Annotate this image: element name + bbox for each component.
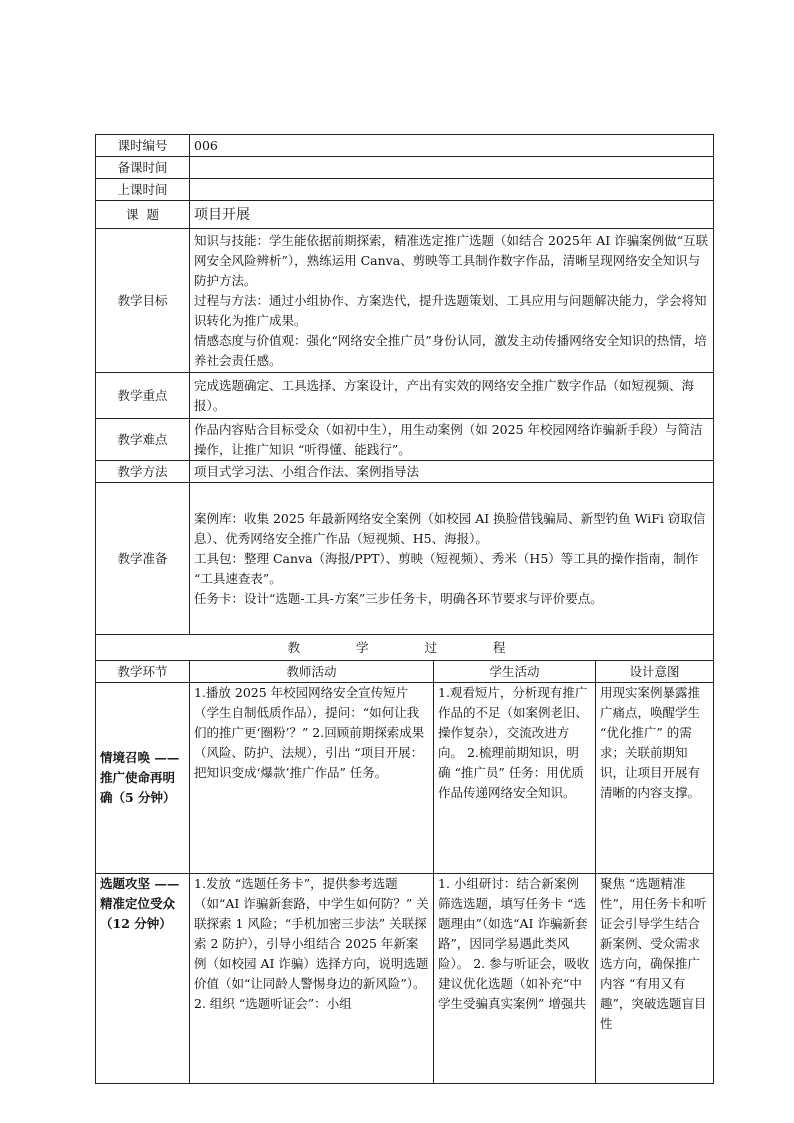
row-difficulties <box>96 419 714 461</box>
process-title: 教 学 过 程 <box>96 635 714 661</box>
key-points-label: 教学重点 <box>96 373 190 419</box>
teacher-activity <box>190 683 434 874</box>
row-key-points <box>96 373 714 419</box>
row-topic <box>96 201 714 229</box>
key-points-value: 完成选题确定、工具选择、方案设计，产出有实效的网络安全推广数字作品（如短视频、海报）。 <box>190 373 714 419</box>
process-title-row <box>96 635 714 661</box>
topic-label: 课 题 <box>96 201 190 229</box>
goal-attitude: 情感态度与价值观：强化“网络安全推广员”身份认同，激发主动传播网络安全知识的热情，培养社会责任感。 <box>194 332 707 368</box>
design-intent <box>596 683 714 874</box>
goals-label: 教学目标 <box>96 229 190 373</box>
teaching-process-table <box>95 634 714 1084</box>
process-row <box>96 683 714 874</box>
row-goals <box>96 229 714 373</box>
prep-case-library: 案例库：收集 2025 年最新网络安全案例（如校园 AI 换脸借钱骗局、新型钓鱼 WiFi 窃取信息）、优秀网络安全推广作品（短视频、H5、海报）。 <box>194 510 706 546</box>
topic-value: 项目开展 <box>190 201 714 229</box>
goal-process: 过程与方法：通过小组协作、方案迭代，提升选题策划、工具应用与问题解决能力，学会将知识转化为推广成果。 <box>194 292 707 328</box>
student-activity-text: 1.观看短片，分析现有推广作品的不足（如案例老旧、操作复杂），交流改进方向。 2.梳理前期知识，明确 “推广员” 任务：用优质作品传递网络安全知识。 <box>438 685 589 800</box>
goal-knowledge: 知识与技能：学生能依据前期探索，精准选定推广选题（如结合 2025年 AI 诈骗案例做“互联网安全风险辨析”），熟练运用 Canva、剪映等工具制作数字作品，清晰呈现网络安全知识与防护方法。 <box>194 232 709 288</box>
difficulties-value: 作品内容贴合目标受众（如初中生），用生动案例（如 2025 年校园网络诈骗新手段）与简洁操作，让推广知识 “听得懂、能践行”。 <box>190 419 714 461</box>
lesson-info-table <box>95 134 714 635</box>
prep-toolkit: 工具包：整理 Canva（海报/PPT）、剪映（短视频）、秀米（H5）等工具的操作指南，制作 “工具速查表”。 <box>194 550 699 586</box>
lesson-code-label: 课时编号 <box>96 135 190 157</box>
preparation-content <box>190 483 714 635</box>
methods-value: 项目式学习法、小组合作法、案例指导法 <box>190 461 714 483</box>
header-student: 学生活动 <box>434 661 596 683</box>
prep-task-card: 任务卡：设计“选题-工具-方案”三步任务卡，明确各环节要求与评价要点。 <box>194 590 603 606</box>
student-activity <box>434 874 596 1084</box>
student-activity <box>434 683 596 874</box>
design-intent-text: 聚焦 “选题精准性”，用任务卡和听证会引导学生结合新案例、受众需求选方向，确保推广内容 “有用又有趣”，突破选题盲目性 <box>600 876 707 1031</box>
class-time-value <box>190 179 714 201</box>
header-teacher: 教师活动 <box>190 661 434 683</box>
stage-name: 情境召唤 —— 推广使命再明确（5 分钟） <box>96 683 190 874</box>
student-activity-text: 1. 小组研讨：结合新案例筛选选题，填写任务卡 “选题理由”（如选“AI 诈骗新套路”，因同学易遇此类风险）。 2. 参与听证会，吸收建议优化选题（如补充“中学生受骗真实案例” 增强共 <box>438 876 590 1011</box>
teacher-activity <box>190 874 434 1084</box>
methods-label: 教学方法 <box>96 461 190 483</box>
prep-time-label: 备课时间 <box>96 157 190 179</box>
process-header-row <box>96 661 714 683</box>
header-intent: 设计意图 <box>596 661 714 683</box>
row-methods <box>96 461 714 483</box>
goals-content <box>190 229 714 373</box>
design-intent-text: 用现实案例暴露推广痛点，唤醒学生 “优化推广” 的需求；关联前期知识，让项目开展有清晰的内容支撑。 <box>600 685 701 800</box>
row-preparation <box>96 483 714 635</box>
teacher-activity-text: 1.发放 “选题任务卡”，提供参考选题（如“AI 诈骗新套路，中学生如何防？” 关联探索 1 风险；“手机加密三步法” 关联探索 2 防护），引导小组结合 2025 年新案例（如校园 AI 诈骗）选择方向，说明选题价值（如“让同龄人警惕身边的新风险”）。 2. 组织 “选题听证会”：小组 <box>194 876 429 1011</box>
lesson-code-value: 006 <box>190 135 714 157</box>
class-time-label: 上课时间 <box>96 179 190 201</box>
difficulties-label: 教学难点 <box>96 419 190 461</box>
row-prep-time <box>96 157 714 179</box>
preparation-label: 教学准备 <box>96 483 190 635</box>
lesson-plan <box>95 134 713 1084</box>
prep-time-value <box>190 157 714 179</box>
teacher-activity-text: 1.播放 2025 年校园网络安全宣传短片（学生自制低质作品），提问：“如何让我们的推广更‘圈粉’？” 2.回顾前期探索成果（风险、防护、法规），引出 “项目开展：把知识变成‘爆款’推广作品” 任务。 <box>194 685 425 780</box>
design-intent <box>596 874 714 1084</box>
row-class-time <box>96 179 714 201</box>
stage-name: 选题攻坚 —— 精准定位受众（12 分钟） <box>96 874 190 1084</box>
row-lesson-code <box>96 135 714 157</box>
header-stage: 教学环节 <box>96 661 190 683</box>
process-row <box>96 874 714 1084</box>
